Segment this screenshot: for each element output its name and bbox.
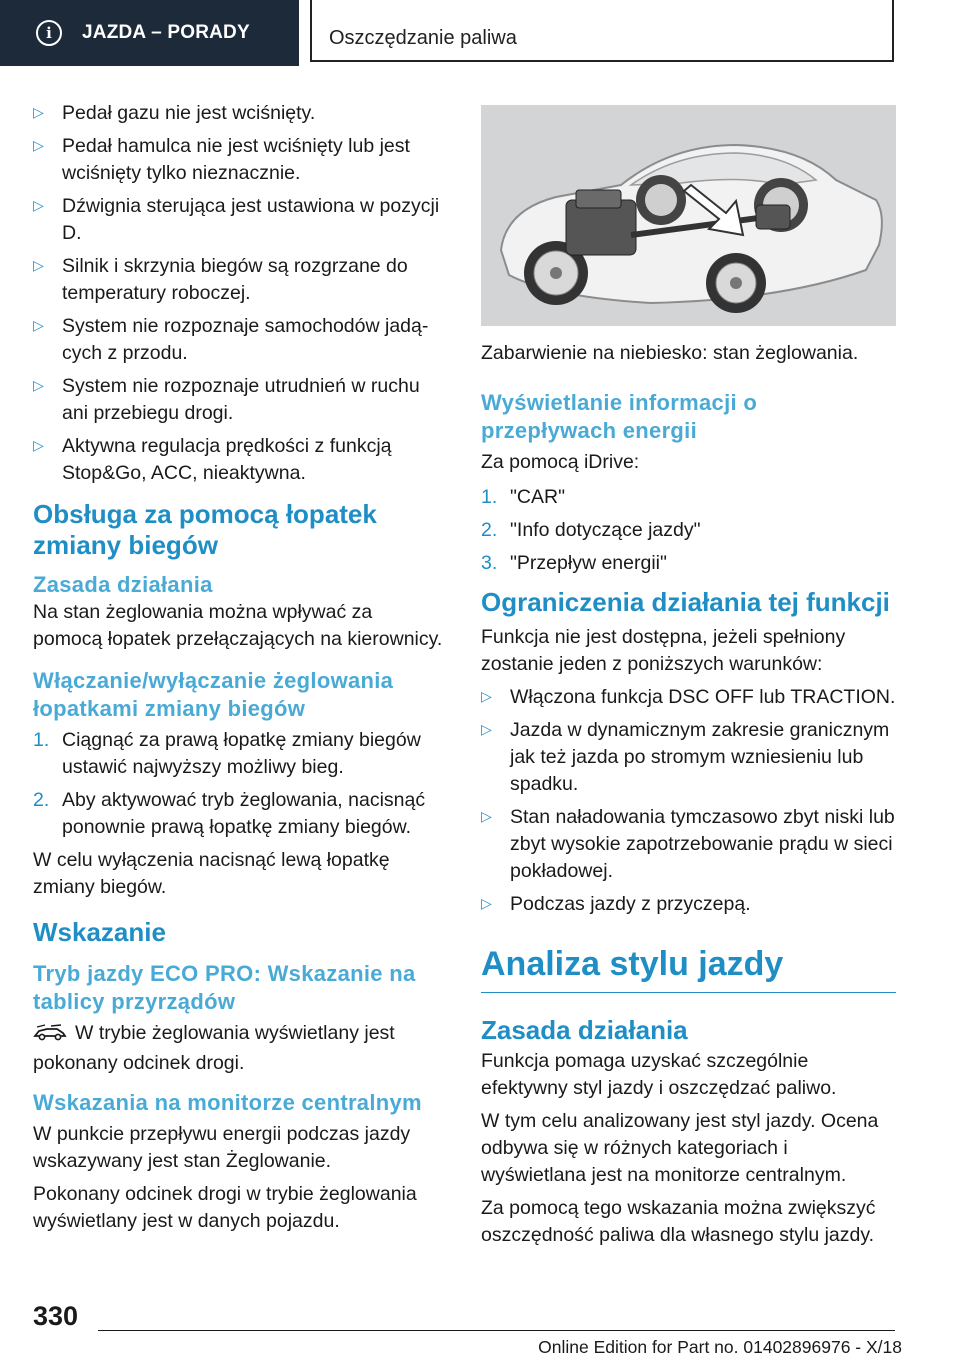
heading-central-monitor: Wskazania na monitorze centralnym (33, 1090, 422, 1115)
triangle-bullet-icon: ▷ (33, 138, 44, 154)
right-column (481, 100, 896, 1255)
idrive-text: Za pomocą iDrive: (481, 451, 640, 473)
triangle-bullet-icon: ▷ (481, 896, 492, 912)
sailing-car-icon (33, 1023, 67, 1050)
triangle-bullet-icon: ▷ (33, 438, 44, 454)
triangle-bullet-icon: ▷ (33, 258, 44, 274)
step-number: 2. (481, 519, 498, 541)
car-drivetrain-illustration (481, 105, 896, 326)
list-item: ▷ System nie rozpoznaje utrudnień w ruchu ani przebiegu drogi. (33, 375, 420, 424)
heading-principle: Zasada działania (33, 572, 213, 597)
triangle-bullet-icon: ▷ (481, 689, 492, 705)
ecopro-text: W trybie żeglowania wyświetlany jest pokonany odcinek drogi. (33, 1022, 395, 1074)
step-item: 2. "Info dotyczące jazdy" (481, 517, 896, 544)
analysis-text-1: Funkcja pomaga uzyskać szczególnie efektywny styl jazdy i oszczędzać paliwo. (481, 1050, 837, 1099)
step-item: 1. Ciągnąć za prawą łopatkę zmiany biegów ustawić najwyższy możliwy bieg. (33, 729, 421, 778)
info-icon: i (36, 20, 62, 46)
heading-principle-right: Zasada działania (481, 1015, 688, 1045)
page-number: 330 (33, 1301, 79, 1331)
list-item: ▷ Silnik i skrzynia biegów są rozgrzane do temperatury roboczej. (33, 255, 408, 304)
analysis-text-3: Za pomocą tego wskazania można zwiększyć oszczędność paliwa dla własnego stylu jazdy. (481, 1197, 876, 1246)
step-number: 1. (481, 486, 498, 508)
monitor-text-1: W punkcie przepływu energii podczas jazdy wskazywany jest stan Żeglowanie. (33, 1123, 411, 1172)
step-number: 2. (33, 789, 50, 811)
deactivate-text: W celu wyłączenia nacisnąć lewą łopatkę zmiany biegów. (33, 849, 390, 898)
step-number: 3. (481, 552, 498, 574)
triangle-bullet-icon: ▷ (33, 318, 44, 334)
principle-text: Na stan żeglowania można wpływać za pomocą łopatek przełączających na kierownicy. (33, 601, 443, 650)
figure-caption: Zabarwienie na niebiesko: stan żeglowania. (481, 342, 859, 364)
heading-driving-style-analysis: Analiza stylu jazdy (481, 944, 896, 993)
triangle-bullet-icon: ▷ (481, 722, 492, 738)
limitations-text: Funkcja nie jest dostępna, jeżeli spełniony zostanie jeden z poniższych warunków: (481, 626, 846, 675)
list-item: ▷ System nie rozpoznaje samochodów jadących z przodu. (33, 315, 429, 364)
list-item: ▷ Jazda w dynamicznym zakresie granicznym jak też jazda po stromym wzniesieniu lub spadku. (481, 719, 890, 795)
heading-energy-flow: Wyświetlanie informacji o przepływach energii (481, 390, 758, 443)
chapter-title: Oszczędzanie paliwa (310, 0, 894, 62)
footer-divider (98, 1330, 895, 1331)
list-item: ▷ Włączona funkcja DSC OFF lub TRACTION. (481, 684, 896, 711)
triangle-bullet-icon: ▷ (33, 105, 44, 121)
list-item: ▷ Stan naładowania tymczasowo zbyt niski lub zbyt wysokie zapotrzebowanie prądu w sieci pokładowej. (481, 806, 895, 882)
heading-display: Wskazanie (33, 917, 166, 947)
toggle-steps (33, 727, 443, 841)
left-column (33, 100, 443, 1241)
list-item: ▷ Aktywna regulacja prędkości z funkcją Stop&Go, ACC, nieaktywna. (33, 435, 392, 484)
triangle-bullet-icon: ▷ (481, 809, 492, 825)
list-item: ▷ Podczas jazdy z przyczepą. (481, 891, 896, 918)
monitor-text-2: Pokonany odcinek drogi w trybie żeglowania wyświetlany jest w danych pojazdu. (33, 1183, 417, 1232)
step-item: 3. "Przepływ energii" (481, 550, 896, 577)
list-item: ▷ Dźwignia sterująca jest ustawiona w pozycji D. (33, 195, 440, 244)
limitations-list (481, 684, 896, 918)
heading-toggle-sailing: Włączanie/wyłączanie żeglowania łopatkami zmiany biegów (33, 668, 394, 721)
idrive-steps (481, 484, 896, 577)
section-label: JAZDA – PORADY (82, 22, 250, 43)
triangle-bullet-icon: ▷ (33, 378, 44, 394)
list-item: ▷ Pedał gazu nie jest wciśnięty. (33, 100, 443, 127)
analysis-text-2: W tym celu analizowany jest styl jazdy. Ocena odbywa się w różnych kategoriach i wyświetlana jest na monitorze centralnym. (481, 1110, 879, 1186)
heading-limitations: Ograniczenia działania tej funkcji (481, 587, 890, 617)
triangle-bullet-icon: ▷ (33, 198, 44, 214)
step-item: 1. "CAR" (481, 484, 896, 511)
heading-ecopro: Tryb jazdy ECO PRO: Wskazanie na tablicy przyrządów (33, 961, 416, 1014)
list-item: ▷ Pedał hamulca nie jest wciśnięty lub jest wciśnięty tylko nieznacznie. (33, 135, 410, 184)
step-item: 2. Aby aktywować tryb żeglowania, nacisnąć ponownie prawą łopatkę zmiany biegów. (33, 789, 426, 838)
heading-paddles: Obsługa za pomocą łopatek zmiany biegów (33, 499, 377, 560)
conditions-list (33, 100, 443, 487)
header-section-tab (0, 0, 299, 66)
step-number: 1. (33, 729, 50, 751)
edition-info: Online Edition for Part no. 01402896976 - X/18 (538, 1337, 902, 1357)
